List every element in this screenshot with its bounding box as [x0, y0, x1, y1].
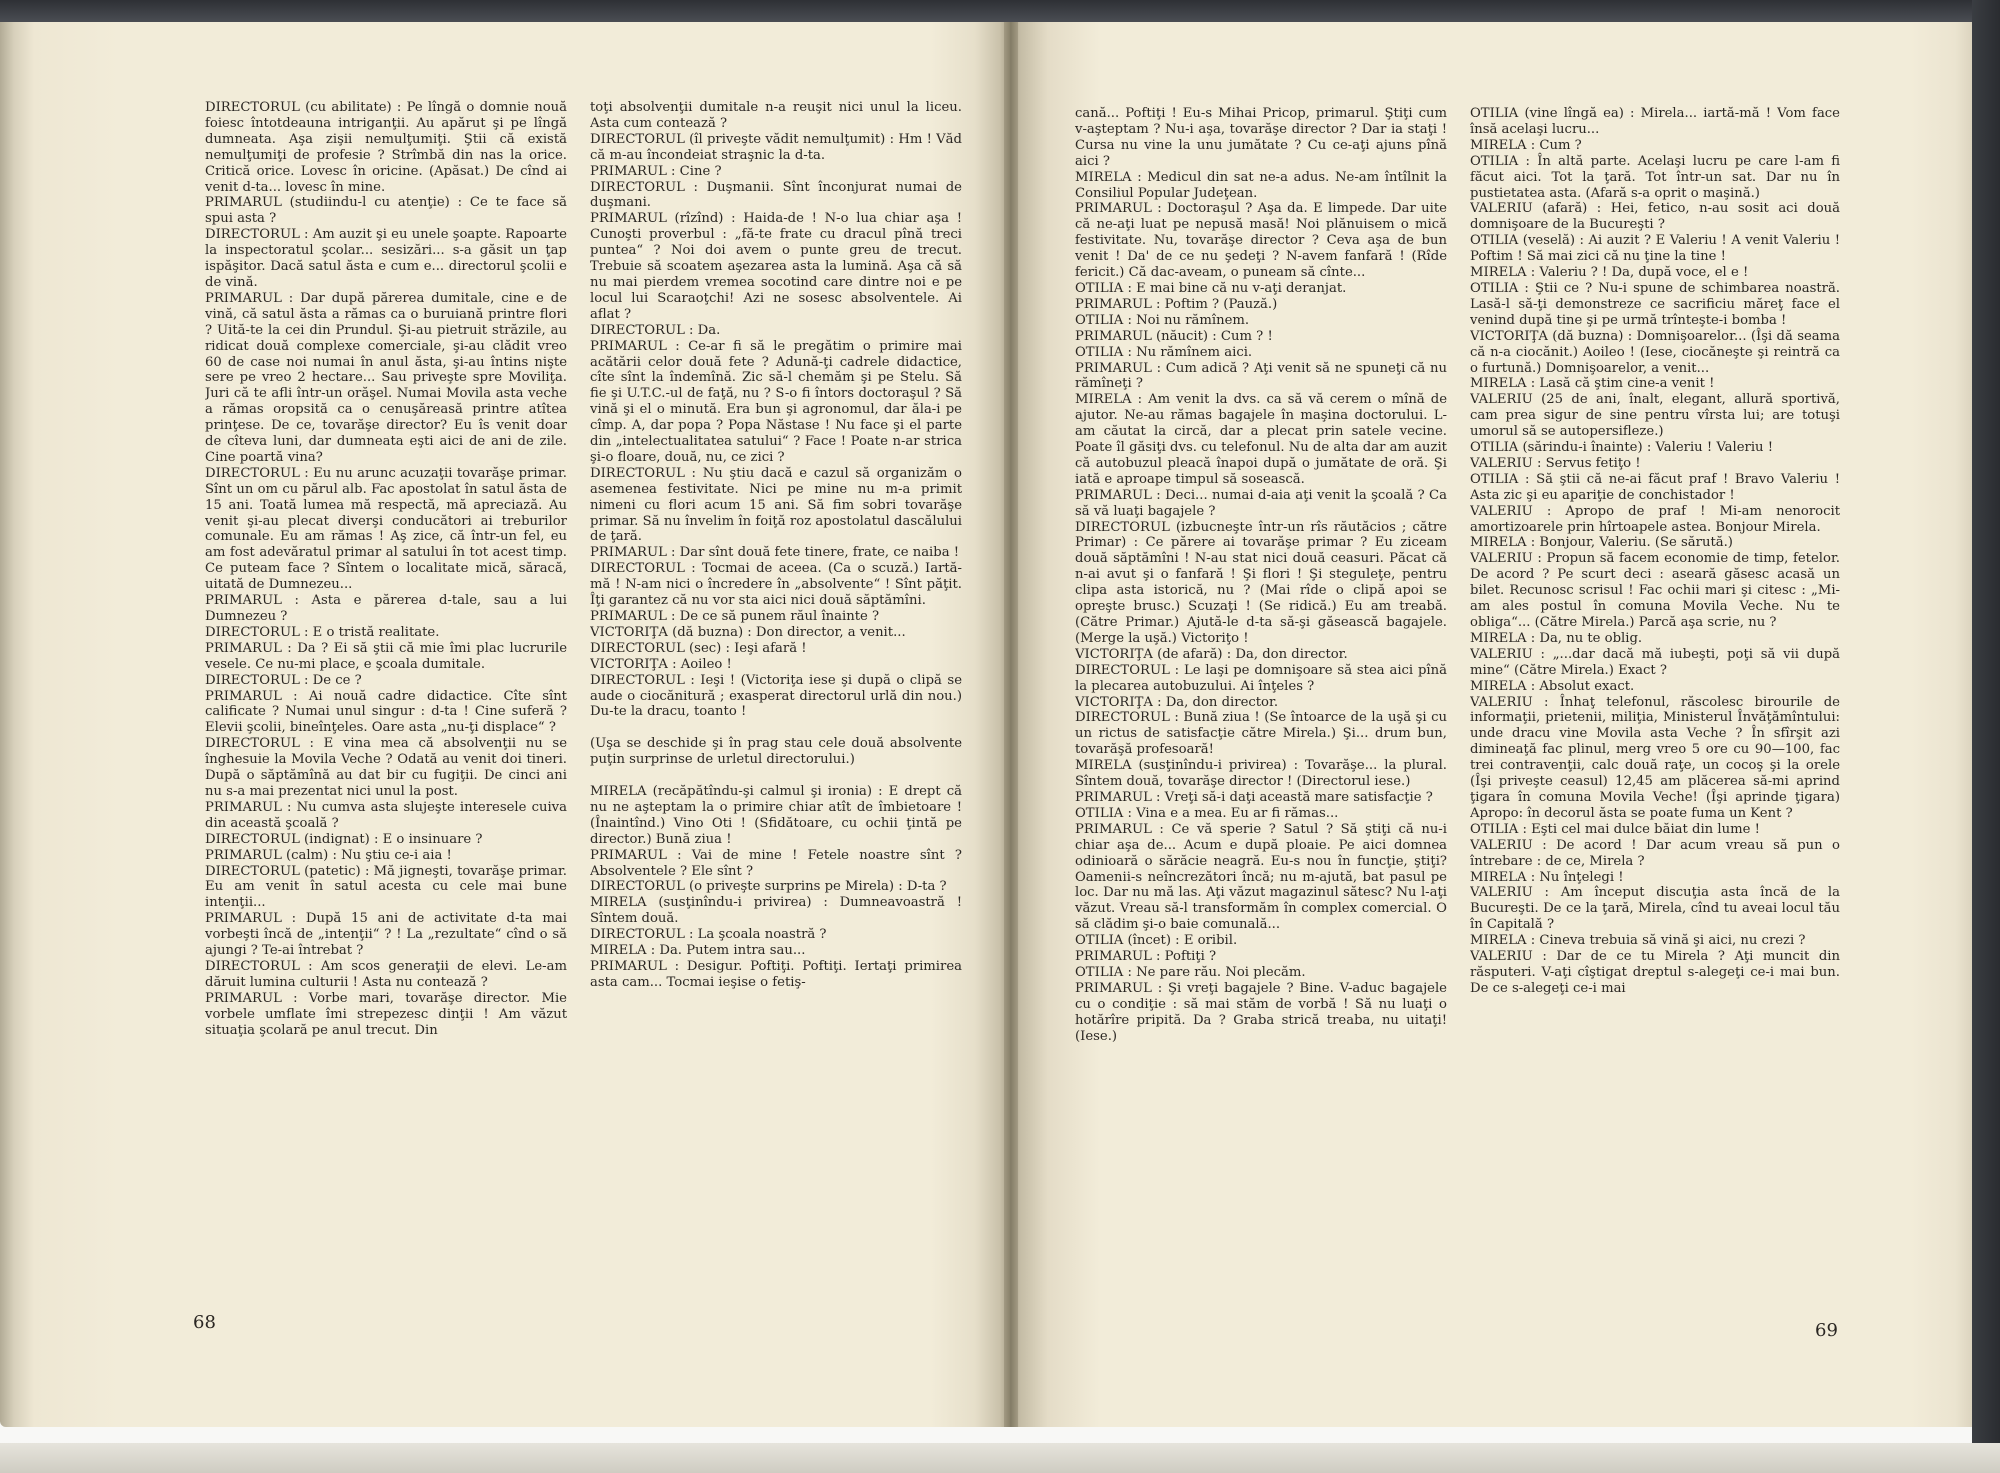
book-cover-right-edge [1972, 0, 2000, 1473]
book-cover-top-edge [0, 0, 2000, 22]
book-gutter [1004, 22, 1018, 1427]
right-page-column-1: cană... Poftiţi ! Eu-s Mihai Pricop, primarul. Ştiţi cum v-aşteptam ? Nu-i aşa, tovarăşe director ? Dar ia staţi ! Cursa nu vine la unu jumătate ? Cu ce-aţi ajuns pînă aici ? MIRELA : Medicul din sat ne-a adus. Ne-am întîlnit la Consiliul Popular Judeţean. PRIMARUL : Doctoraşul ? Aşa da. E limpede. Dar uite că ne-aţi luat pe nepusă masă! Noi plănuisem o mică festivitate. Nu, tovarăşe director ? Ceva aşa de bun venit ! Da' de ce nu şedeţi ? N-avem fanfară ! (Rîde fericit.) Că dac-aveam, o puneam să cînte... OTILIA : E mai bine că nu v-aţi deranjat. PRIMARUL : Poftim ? (Pauză.) OTILIA : Noi nu rămînem. PRIMARUL (năucit) : Cum ? ! OTILIA : Nu rămînem aici. PRIMARUL : Cum adică ? Aţi venit să ne spuneţi că nu rămîneţi ? MIRELA : Am venit la dvs. ca să vă cerem o mînă de ajutor. Ne-au rămas bagajele în maşina doctorului. L-am căutat la circă, dar a plecat prin satele vecine. Poate îl găsiţi dvs. cu telefonul. Nu de alta dar am auzit că autobuzul pleacă înapoi după o jumătate de oră. Şi iată e aproape timpul să sosească. PRIMARUL : Deci... numai d-aia aţi venit la şcoală ? Ca să vă luaţi bagajele ? DIRECTORUL (izbucneşte într-un rîs răutăcios ; către Primar) : Ce părere ai tovarăşe primar ? Eu ziceam două săptămîni ! N-au stat nici două ceasuri. Păcat că n-ai avut şi o fanfară ! Şi flori ! Şi steguleţe, pentru clipa asta istorică, nu ? (Mai rîde o clipă apoi se opreşte brusc.) Scuzaţi ! (Se ridică.) Eu am treabă. (Către Primar.) Ajută-le d-ta să-şi găsească bagajele. (Merge la uşă.) Victoriţo ! VICTORIŢA (de afară) : Da, don director. DIRECTORUL : Le laşi pe domnişoare să stea aici pînă la plecarea autobuzului. Ai înţeles ? VICTORIŢA : Da, don director. DIRECTORUL : Bună ziua ! (Se întoarce de la uşă şi cu un rictus de satisfacţie către Mirela.) Şi... drum bun, tovarăşă profesoară! MIRELA (susţinîndu-i privirea) : Tovarăşe... la plural. Sîntem două, tovarăşe director ! (Directorul iese.) PRIMARUL : Vreţi să-i daţi această mare satisfacţie ? OTILIA : Vina e a mea. Eu ar fi rămas... PRIMARUL : Ce vă sperie ? Satul ? Să ştiţi că nu-i chiar aşa de... Acum e după ploaie. Pe aici domnea odinioară o sărăcie neagră. Eu-s nou în funcţie, ştiţi? Oamenii-s neîncrezători încă; nu m-ajută, bat pasul pe loc. Dar nu mă las. Aţi văzut magazinul sătesc? Nu l-aţi văzut. Vreau să-l transformăm în complex comercial. O să clădim şi-o baie comunală... OTILIA (încet) : E oribil. PRIMARUL : Poftiţi ? OTILIA : Ne pare rău. Noi plecăm. PRIMARUL : Şi vreţi bagajele ? Bine. V-aduc bagajele cu o condiţie : să mai stăm de vorbă ! Să nu luaţi o hotărîre pripită. Da ? Graba strică treaba, nu uitaţi! (Iese.) [1075, 106, 1447, 1044]
left-page-column-2: toţi absolvenţii dumitale n-a reuşit nici unul la liceu. Asta cum contează ? DIRECTORUL (îl priveşte vădit nemulţumit) : Hm ! Văd că m-au încondeiat straşnic la d-ta. PRIMARUL : Cine ? DIRECTORUL : Duşmanii. Sînt înconjurat numai de duşmani. PRIMARUL (rîzînd) : Haida-de ! N-o lua chiar aşa ! Cunoşti proverbul : „fă-te frate cu dracul pînă treci puntea“ ? Noi doi avem o punte greu de trecut. Trebuie să scoatem aşezarea asta la lumină. Aşa că să nu mai pierdem vremea socotind care dintre noi e pe locul lui Scaraoţchi! Azi ne sosesc absolventele. Ai aflat ? DIRECTORUL : Da. PRIMARUL : Ce-ar fi să le pregătim o primire mai acătării celor două fete ? Adună-ţi cadrele didactice, cîte sînt la îndemînă. Zic să-l chemăm şi pe Stelu. Să fie şi U.T.C.-ul de faţă, nu ? S-o fi întors doctoraşul ? Să vină şi el o minută. Era bun şi agronomul, dar ăla-i pe cîmp. A, dar popa ? Popa Năstase ! Nu face şi el parte din „intelectualitatea satului“ ? Face ! Poate n-ar strica şi-o floare, două, nu, ce zici ? DIRECTORUL : Nu ştiu dacă e cazul să organizăm o asemenea festivitate. Nici pe mine nu m-a primit nimeni cu flori acum 15 ani. Să fim sobri tovarăşe primar. Să nu învelim în foiţă roz apostolatul dascălului de ţară. PRIMARUL : Dar sînt două fete tinere, frate, ce naiba ! DIRECTORUL : Tocmai de aceea. (Ca o scuză.) Iartă-mă ! N-am nici o încredere în „absolvente“ ! Sînt păţit. Îţi garantez că nu vor sta aici nici două săptămîni. PRIMARUL : De ce să punem răul înainte ? VICTORIŢA (dă buzna) : Don director, a venit... DIRECTORUL (sec) : Ieşi afară ! VICTORIŢA : Aoileo ! DIRECTORUL : Ieşi ! (Victoriţa iese şi după o clipă se aude o ciocănitură ; exasperat directorul urlă din nou.) Du-te la dracu, toanto ! (Uşa se deschide şi în prag stau cele două absolvente puţin surprinse de urletul directorului.) MIRELA (recăpătîndu-şi calmul şi ironia) : E drept că nu ne aşteptam la o primire chiar atît de îmbietoare ! (Înaintînd.) Vino Oti ! (Sfidătoare, cu ochii ţintă pe director.) Bună ziua ! PRIMARUL : Vai de mine ! Fetele noastre sînt ? Absolventele ? Ele sînt ? DIRECTORUL (o priveşte surprins pe Mirela) : D-ta ? MIRELA (susţinîndu-i privirea) : Dumneavoastră ! Sîntem două. DIRECTORUL : La şcoala noastră ? MIRELA : Da. Putem intra sau... PRIMARUL : Desigur. Poftiţi. Poftiţi. Iertaţi primirea asta cam... Tocmai ieşise o fetiş- [590, 100, 962, 990]
book-bottom-edge [0, 1443, 2000, 1473]
left-page-column-1: DIRECTORUL (cu abilitate) : Pe lîngă o domnie nouă foiesc întotdeauna intriganţii. Au apărut şi pe lîngă dumneata. Aşa zişii nemulţumiţi. Ştii că există nemulţumiţi de profesie ? Strîmbă din nas la orice. Critică orice. Lovesc în oricine. (Apăsat.) De cînd ai venit d-ta... lovesc în mine. PRIMARUL (studiindu-l cu atenţie) : Ce te face să spui asta ? DIRECTORUL : Am auzit şi eu unele şoapte. Rapoarte la inspectoratul şcolar... sesizări... s-a găsit un ţap ispăşitor. Dacă satul ăsta e cum e... directorul şcolii e de vină. PRIMARUL : Dar după părerea dumitale, cine e de vină, că satul ăsta a rămas ca o buruiană printre flori ? Uită-te la cei din Prundul. Şi-au pietruit străzile, au ridicat două complexe comerciale, şi-au clădit vreo 60 de case noi numai în anul ăsta, şi-au întins nişte sere pe vreo 2 hectare... Sau priveşte spre Moviliţa. Juri că te afli într-un orăşel. Numai Movila asta veche a rămas oropsită ca o cenuşăreasă printre atîtea prinţese. De ce, tovarăşe director? Eu îs venit doar de cîteva luni, dar dumneata eşti aici de ani de zile. Cine poartă vina? DIRECTORUL : Eu nu arunc acuzaţii tovarăşe primar. Sînt un om cu părul alb. Fac apostolat în satul ăsta de 15 ani. Toată lumea mă respectă, mă apreciază. Au venit şi-au plecat diverşi conducători ai treburilor comunale. Eu am rămas ! Aş zice, că într-un fel, eu am fost adevăratul primar al satului în tot acest timp. Ce puteam face ? Sîntem o localitate mică, săracă, uitată de Dumnezeu... PRIMARUL : Asta e părerea d-tale, sau a lui Dumnezeu ? DIRECTORUL : E o tristă realitate. PRIMARUL : Da ? Ei să ştii că mie îmi plac lucrurile vesele. Ce nu-mi place, e şcoala dumitale. DIRECTORUL : De ce ? PRIMARUL : Ai nouă cadre didactice. Cîte sînt calificate ? Numai unul singur : d-ta ! Cine suferă ? Elevii şcolii, bineînţeles. Oare asta „nu-ţi displace“ ? DIRECTORUL : E vina mea că absolvenţii nu se înghesuie la Movila Veche ? Odată au venit doi tineri. După o săptămînă au dat bir cu fugiţii. De cinci ani nu s-a mai prezentat nici unul la post. PRIMARUL : Nu cumva asta slujeşte interesele cuiva din această şcoală ? DIRECTORUL (indignat) : E o insinuare ? PRIMARUL (calm) : Nu ştiu ce-i aia ! DIRECTORUL (patetic) : Mă jigneşti, tovarăşe primar. Eu am venit în satul acesta cu cele mai bune intenţii... PRIMARUL : După 15 ani de activitate d-ta mai vorbeşti încă de „intenţii“ ? ! La „rezultate“ cînd o să ajungi ? Te-ai întrebat ? DIRECTORUL : Am scos generaţii de elevi. Le-am dăruit lumina culturii ! Asta nu contează ? PRIMARUL : Vorbe mari, tovarăşe director. Mie vorbele umflate îmi strepezesc dinţii ! Am văzut situaţia şcolară pe anul trecut. Din [205, 100, 567, 1038]
right-page-number: 69 [1815, 1320, 1838, 1341]
left-page-number: 68 [193, 1312, 216, 1333]
right-page-column-2: OTILIA (vine lîngă ea) : Mirela... iartă-mă ! Vom face însă acelaşi lucru... MIRELA : Cum ? OTILIA : În altă parte. Acelaşi lucru pe care l-am fi făcut aici. Tot la ţară. Tot într-un sat. Dar nu în pustietatea asta. (Afară s-a oprit o maşină.) VALERIU (afară) : Hei, fetico, n-au sosit aci două domnişoare de la Bucureşti ? OTILIA (veselă) : Ai auzit ? E Valeriu ! A venit Valeriu ! Poftim ! Să mai zici că nu ţine la tine ! MIRELA : Valeriu ? ! Da, după voce, el e ! OTILIA : Ştii ce ? Nu-i spune de schimbarea noastră. Lasă-l să-ţi demonstreze ce sacrificiu măreţ face el venind după tine şi pe urmă trînteşte-i bomba ! VICTORIŢA (dă buzna) : Domnişoarelor... (Îşi dă seama că n-a ciocănit.) Aoileo ! (Iese, ciocăneşte şi reintră ca o furtună.) Domnişoarelor, a venit... MIRELA : Lasă că ştim cine-a venit ! VALERIU (25 de ani, înalt, elegant, allură sportivă, cam prea sigur de sine pentru vîrsta lui; are totuşi umorul să se autopersifleze.) OTILIA (sărindu-i înainte) : Valeriu ! Valeriu ! VALERIU : Servus fetiţo ! OTILIA : Să ştii că ne-ai făcut praf ! Bravo Valeriu ! Asta zic şi eu apariţie de conchistador ! VALERIU : Apropo de praf ! Mi-am nenorocit amortizoarele prin hîrtoapele astea. Bonjour Mirela. MIRELA : Bonjour, Valeriu. (Se sărută.) VALERIU : Propun să facem economie de timp, fetelor. De acord ? Pe scurt deci : aseară găsesc acasă un bilet. Recunosc scrisul ! Fac ochii mari şi citesc : „Mi-am ales postul în comuna Movila Veche. Nu te obliga“... (Către Mirela.) Parcă aşa scrie, nu ? MIRELA : Da, nu te oblig. VALERIU : „...dar dacă mă iubeşti, poţi să vii după mine“ (Către Mirela.) Exact ? MIRELA : Absolut exact. VALERIU : Înhaţ telefonul, răscolesc birourile de informaţii, prietenii, miliţia, Ministerul Învăţămîntului: unde dracu vine Movila asta Veche ? În sfîrşit azi dimineaţă fac plinul, merg vreo 5 ore cu 90—100, fac trei contravenţii, calc două raţe, un cocoş şi la orele (Îşi priveşte ceasul) 12,45 am plăcerea să-mi aprind ţigara în comuna Movila Veche! (Îşi aprinde ţigara) Apropo: în decorul ăsta se poate fuma un Kent ? OTILIA : Eşti cel mai dulce băiat din lume ! VALERIU : De acord ! Dar acum vreau să pun o întrebare : de ce, Mirela ? MIRELA : Nu înţelegi ! VALERIU : Am început discuţia asta încă de la Bucureşti. De ce la ţară, Mirela, cînd tu aveai locul tău în Capitală ? MIRELA : Cineva trebuia să vină şi aici, nu crezi ? VALERIU : Dar de ce tu Mirela ? Aţi muncit din răsputeri. V-aţi cîştigat dreptul s-alegeţi ce-i mai bun. De ce s-alegeţi ce-i mai [1470, 106, 1840, 996]
